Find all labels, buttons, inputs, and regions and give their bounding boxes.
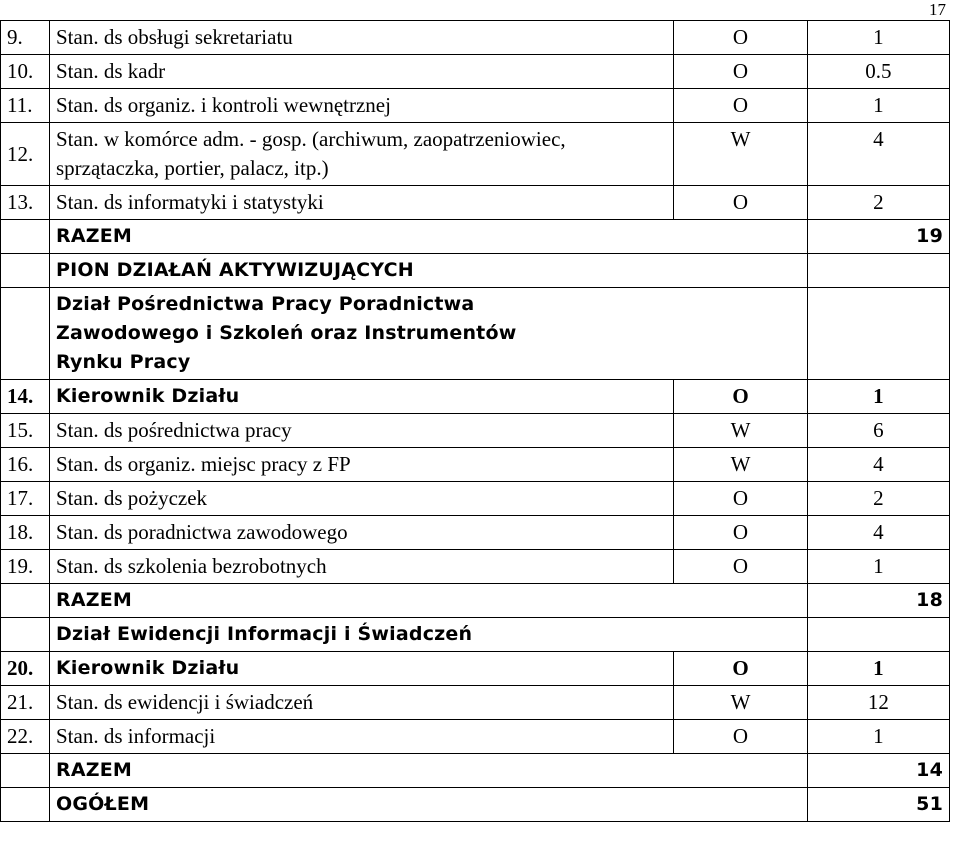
row-number: 21. <box>1 686 50 720</box>
table-row <box>1 21 950 55</box>
position-count: 12 <box>807 686 949 720</box>
table-row <box>1 788 950 822</box>
position-count: 2 <box>807 482 949 516</box>
row-number-empty <box>1 618 50 652</box>
table-row <box>1 254 950 288</box>
sum-value: 14 <box>807 754 949 788</box>
row-number: 13. <box>1 186 50 220</box>
row-number: 12. <box>1 123 50 186</box>
table-row <box>1 220 950 254</box>
position-type: O <box>674 186 808 220</box>
position-count: 1 <box>807 89 949 123</box>
table-row <box>1 123 950 186</box>
section-header-empty <box>807 288 949 380</box>
position-count: 1 <box>807 21 949 55</box>
row-number: 17. <box>1 482 50 516</box>
table-row <box>1 186 950 220</box>
position-name: Stan. ds pożyczek <box>50 482 674 516</box>
position-name: Stan. ds informatyki i statystyki <box>50 186 674 220</box>
section-header: PION DZIAŁAŃ AKTYWIZUJĄCYCH <box>50 254 808 288</box>
position-type: O <box>674 482 808 516</box>
table-row <box>1 482 950 516</box>
table-row <box>1 414 950 448</box>
position-count: 1 <box>807 652 949 686</box>
position-name: Stan. ds poradnictwa zawodowego <box>50 516 674 550</box>
position-name: Stan. ds kadr <box>50 55 674 89</box>
sum-label: OGÓŁEM <box>50 788 808 822</box>
table-row <box>1 380 950 414</box>
row-number: 9. <box>1 21 50 55</box>
row-number-empty <box>1 788 50 822</box>
position-type: W <box>674 123 808 186</box>
row-number-empty <box>1 754 50 788</box>
position-count: 4 <box>807 448 949 482</box>
row-number-empty <box>1 288 50 380</box>
position-count: 1 <box>807 550 949 584</box>
position-type: W <box>674 414 808 448</box>
position-name: Stan. ds szkolenia bezrobotnych <box>50 550 674 584</box>
position-type: O <box>674 652 808 686</box>
row-number: 18. <box>1 516 50 550</box>
row-number-empty <box>1 220 50 254</box>
section-header-empty <box>807 618 949 652</box>
section-header: Dział Pośrednictwa Pracy Poradnictwa Zawodowego i Szkoleń oraz Instrumentów Rynku Pracy <box>50 288 808 380</box>
table-row <box>1 550 950 584</box>
section-header-empty <box>807 254 949 288</box>
table-row <box>1 720 950 754</box>
position-count: 0.5 <box>807 55 949 89</box>
row-number: 16. <box>1 448 50 482</box>
position-type: O <box>674 550 808 584</box>
position-count: 6 <box>807 414 949 448</box>
row-number: 15. <box>1 414 50 448</box>
position-count: 2 <box>807 186 949 220</box>
row-number-empty <box>1 584 50 618</box>
table-row <box>1 89 950 123</box>
position-name: Stan. ds organiz. i kontroli wewnętrznej <box>50 89 674 123</box>
sum-label: RAZEM <box>50 584 808 618</box>
position-count: 1 <box>807 720 949 754</box>
table-row <box>1 584 950 618</box>
position-count: 4 <box>807 516 949 550</box>
row-number: 20. <box>1 652 50 686</box>
position-name: Stan. ds informacji <box>50 720 674 754</box>
table-row <box>1 652 950 686</box>
position-type: W <box>674 448 808 482</box>
sum-value: 18 <box>807 584 949 618</box>
staffing-table-body <box>1 21 950 822</box>
sum-label: RAZEM <box>50 220 808 254</box>
position-name: Stan. w komórce adm. - gosp. (archiwum, zaopatrzeniowiec, sprzątaczka, portier, palacz, itp.) <box>50 123 674 186</box>
position-name: Kierownik Działu <box>50 380 674 414</box>
row-number: 14. <box>1 380 50 414</box>
table-row <box>1 516 950 550</box>
section-header: Dział Ewidencji Informacji i Świadczeń <box>50 618 808 652</box>
position-type: W <box>674 686 808 720</box>
table-row <box>1 448 950 482</box>
sum-value: 19 <box>807 220 949 254</box>
table-row <box>1 686 950 720</box>
sum-label: RAZEM <box>50 754 808 788</box>
table-row <box>1 754 950 788</box>
position-name: Stan. ds organiz. miejsc pracy z FP <box>50 448 674 482</box>
row-number: 22. <box>1 720 50 754</box>
staffing-table <box>0 20 950 822</box>
row-number-empty <box>1 254 50 288</box>
position-name: Stan. ds obsługi sekretariatu <box>50 21 674 55</box>
row-number: 10. <box>1 55 50 89</box>
table-row <box>1 288 950 380</box>
position-name: Kierownik Działu <box>50 652 674 686</box>
position-type: O <box>674 55 808 89</box>
position-count: 1 <box>807 380 949 414</box>
position-type: O <box>674 720 808 754</box>
position-type: O <box>674 21 808 55</box>
table-row <box>1 618 950 652</box>
sum-value: 51 <box>807 788 949 822</box>
position-type: O <box>674 516 808 550</box>
position-count: 4 <box>807 123 949 186</box>
row-number: 11. <box>1 89 50 123</box>
position-type: O <box>674 89 808 123</box>
position-type: O <box>674 380 808 414</box>
table-row <box>1 55 950 89</box>
position-name: Stan. ds ewidencji i świadczeń <box>50 686 674 720</box>
page-number: 17 <box>929 0 946 19</box>
row-number: 19. <box>1 550 50 584</box>
position-name: Stan. ds pośrednictwa pracy <box>50 414 674 448</box>
